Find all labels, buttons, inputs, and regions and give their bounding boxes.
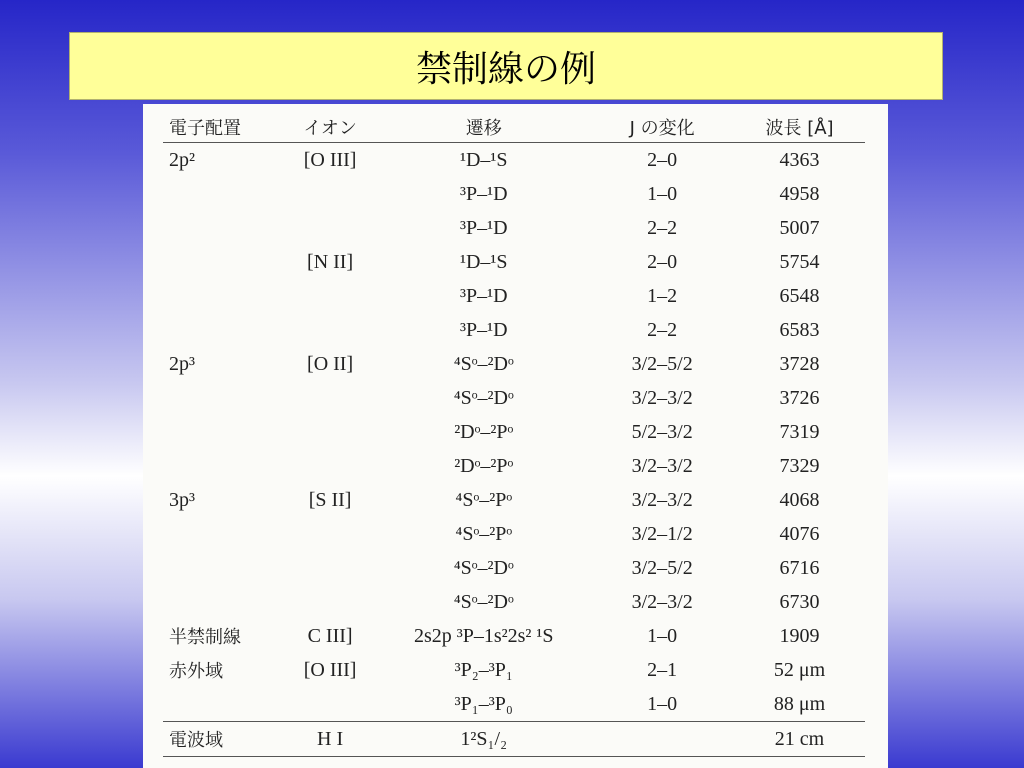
cell-ion <box>283 449 377 483</box>
table-row <box>163 177 865 211</box>
cell-wavelength: 52 μm <box>773 658 826 681</box>
cell-ion: H I <box>283 722 377 757</box>
cell-wavelength: 4068 <box>779 488 820 511</box>
cell-transition: ³P–¹D <box>459 182 508 205</box>
cell-ion <box>283 279 377 313</box>
cell-ion <box>283 687 377 722</box>
cell-transition: ³P₂–³P₁ <box>454 658 513 681</box>
cell-wavelength: 5754 <box>779 250 820 273</box>
cell-ion <box>283 551 377 585</box>
slide-title-box <box>69 32 943 100</box>
cell-ion <box>283 381 377 415</box>
cell-transition: ⁴Sᵒ–²Pᵒ <box>455 488 513 511</box>
cell-wavelength: 6716 <box>779 556 820 579</box>
table-row <box>163 722 865 757</box>
cell-j-change: 3/2–5/2 <box>631 352 693 375</box>
cell-transition: ⁴Sᵒ–²Dᵒ <box>453 590 514 613</box>
cell-j-change <box>590 722 734 757</box>
cell-electron-config: 赤外域 <box>169 661 223 682</box>
table-row <box>163 619 865 653</box>
cell-j-change: 2–0 <box>647 250 678 273</box>
cell-ion: [O III] <box>303 658 357 681</box>
cell-j-change: 3/2–1/2 <box>631 522 693 545</box>
cell-j-change: 2–2 <box>647 216 678 239</box>
cell-electron-config <box>163 313 283 347</box>
table-row <box>163 143 865 178</box>
forbidden-lines-table <box>163 112 865 757</box>
cell-ion: [N II] <box>307 250 354 273</box>
cell-electron-config <box>163 517 283 551</box>
cell-j-change: 1–0 <box>647 624 678 647</box>
cell-j-change: 3/2–3/2 <box>631 488 693 511</box>
cell-wavelength: 4363 <box>734 143 865 178</box>
cell-j-change: 3/2–3/2 <box>631 590 693 613</box>
cell-wavelength: 4076 <box>779 522 820 545</box>
cell-transition: ³P–¹D <box>459 284 508 307</box>
table-row <box>163 483 865 517</box>
cell-j-change: 1–0 <box>647 182 678 205</box>
cell-transition: ⁴Sᵒ–²Dᵒ <box>453 556 514 579</box>
cell-transition: ⁴Sᵒ–²Pᵒ <box>455 522 513 545</box>
table-row <box>163 347 865 381</box>
cell-wavelength: 6548 <box>779 284 820 307</box>
cell-transition: 1²S₁/₂ <box>377 722 590 757</box>
table-row <box>163 211 865 245</box>
cell-electron-config <box>163 381 283 415</box>
cell-electron-config: 電波域 <box>163 722 283 757</box>
cell-j-change: 3/2–3/2 <box>631 386 693 409</box>
cell-electron-config <box>163 687 283 722</box>
cell-electron-config <box>163 551 283 585</box>
table-row <box>163 449 865 483</box>
cell-ion: [O II] <box>307 352 354 375</box>
cell-ion <box>283 415 377 449</box>
cell-j-change: 5/2–3/2 <box>631 420 693 443</box>
cell-transition: ²Dᵒ–²Pᵒ <box>454 454 514 477</box>
cell-electron-config <box>163 211 283 245</box>
table-header-row <box>163 112 865 143</box>
cell-electron-config <box>163 177 283 211</box>
table-row <box>163 551 865 585</box>
cell-wavelength: 3726 <box>779 386 820 409</box>
cell-ion <box>283 177 377 211</box>
cell-j-change: 2–1 <box>647 658 678 681</box>
cell-wavelength: 88 μm <box>773 692 826 715</box>
cell-wavelength: 21 cm <box>734 722 865 757</box>
cell-transition: ³P₁–³P₀ <box>454 692 513 715</box>
cell-j-change: 1–2 <box>647 284 678 307</box>
cell-ion <box>283 313 377 347</box>
cell-wavelength: 7329 <box>779 454 820 477</box>
cell-wavelength: 1909 <box>779 624 820 647</box>
cell-j-change: 3/2–3/2 <box>631 454 693 477</box>
cell-electron-config: 3p³ <box>169 488 195 511</box>
cell-j-change: 1–0 <box>647 692 678 715</box>
cell-ion: [O III] <box>283 143 377 178</box>
cell-wavelength: 5007 <box>779 216 820 239</box>
cell-transition: ¹D–¹S <box>459 250 508 273</box>
cell-electron-config <box>163 415 283 449</box>
cell-ion: C III] <box>307 624 353 647</box>
cell-electron-config <box>163 449 283 483</box>
cell-electron-config <box>163 279 283 313</box>
table-row <box>163 653 865 687</box>
cell-wavelength: 4958 <box>779 182 820 205</box>
header-wavelength: 波長 [Å] <box>734 112 865 143</box>
cell-transition: ³P–¹D <box>459 216 508 239</box>
cell-wavelength: 6583 <box>779 318 820 341</box>
table-row <box>163 313 865 347</box>
table-row <box>163 279 865 313</box>
table-row <box>163 245 865 279</box>
cell-wavelength: 6730 <box>779 590 820 613</box>
cell-ion: [S II] <box>308 488 352 511</box>
header-transition: 遷移 <box>377 112 590 143</box>
header-j-change: J の変化 <box>590 112 734 143</box>
table-row <box>163 415 865 449</box>
cell-electron-config: 半禁制線 <box>169 627 241 648</box>
cell-j-change: 2–2 <box>647 318 678 341</box>
table-row <box>163 687 865 722</box>
header-ion: イオン <box>283 112 377 143</box>
cell-electron-config <box>163 245 283 279</box>
cell-electron-config: 2p³ <box>169 352 195 375</box>
table-row <box>163 381 865 415</box>
cell-electron-config <box>163 585 283 619</box>
slide-title: 禁制線の例 <box>415 48 596 90</box>
cell-transition: ⁴Sᵒ–²Dᵒ <box>453 386 514 409</box>
cell-transition: ³P–¹D <box>459 318 508 341</box>
cell-transition: ²Dᵒ–²Pᵒ <box>454 420 514 443</box>
cell-ion <box>283 517 377 551</box>
header-electron-config: 電子配置 <box>163 112 283 143</box>
cell-transition: 2s2p ³P–1s²2s² ¹S <box>413 624 554 647</box>
cell-transition: ⁴Sᵒ–²Dᵒ <box>453 352 514 375</box>
cell-j-change: 2–0 <box>590 143 734 178</box>
cell-wavelength: 3728 <box>779 352 820 375</box>
table-row <box>163 585 865 619</box>
cell-ion <box>283 211 377 245</box>
cell-ion <box>283 585 377 619</box>
cell-transition: ¹D–¹S <box>377 143 590 178</box>
cell-wavelength: 7319 <box>779 420 820 443</box>
cell-electron-config: 2p² <box>163 143 283 178</box>
table-row <box>163 517 865 551</box>
cell-j-change: 3/2–5/2 <box>631 556 693 579</box>
forbidden-lines-table-image <box>143 104 888 768</box>
